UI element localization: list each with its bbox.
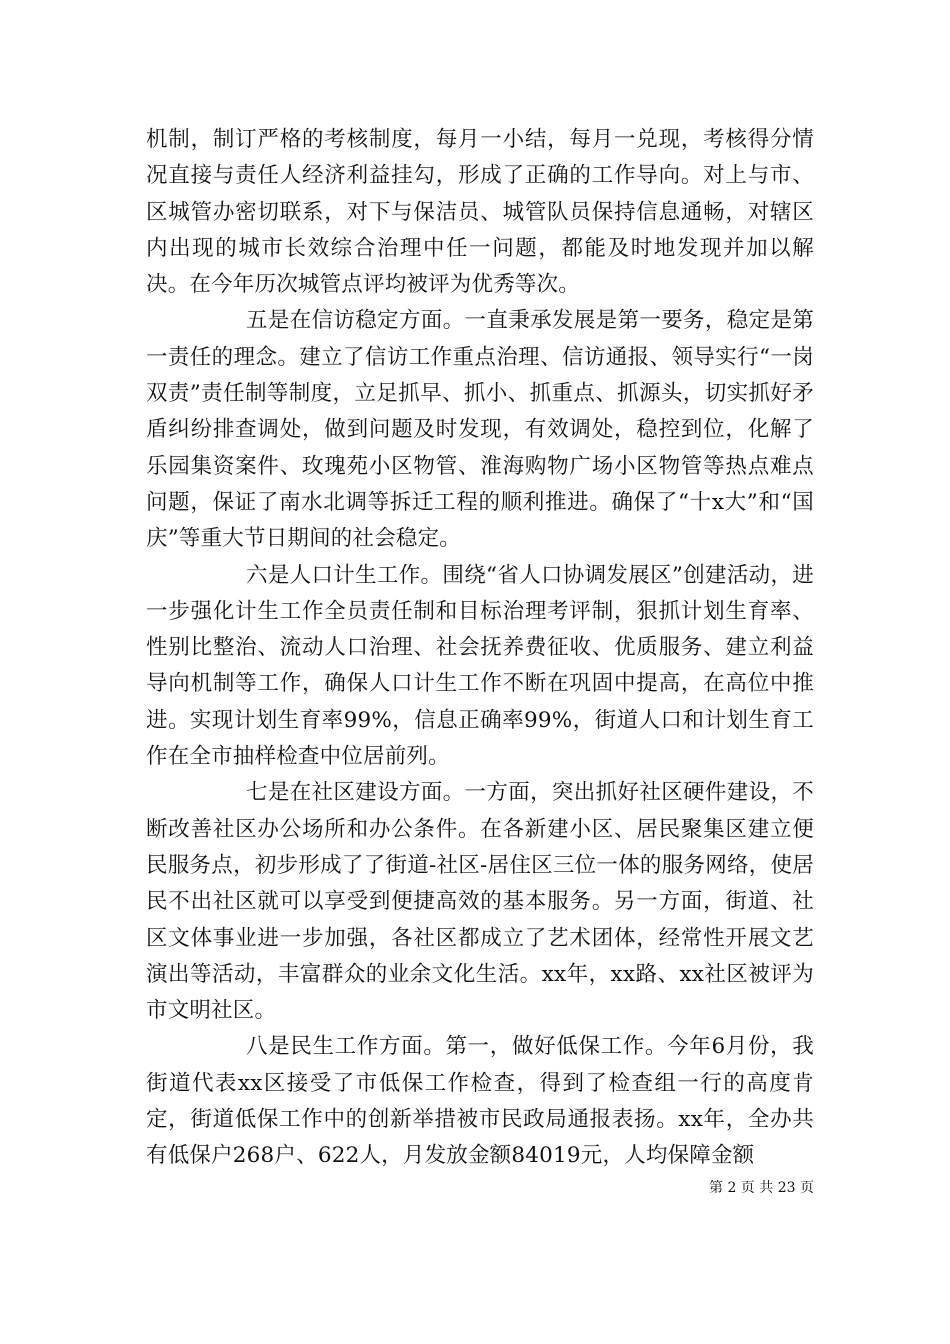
paragraph-2: 五是在信访稳定方面。一直秉承发展是第一要务，稳定是第一责任的理念。建立了信访工作重点治理、信访通报、领导实行“一岗双责”责任制等制度，立足抓早、抓小、抓重点、抓源头，切实抓好矛盾纠纷排查调处，做到问题及时发现，有效调处，稳控到位，化解了乐园集资案件、玫瑰苑小区物管、淮海购物广场小区物管等热点难点问题，保证了南水北调等拆迁工程的顺利推进。确保了“十x大”和“国庆”等重大节日期间的社会稳定。 — [146, 308, 814, 552]
paragraph-1: 机制，制订严格的考核制度，每月一小结，每月一兑现，考核得分情况直接与责任人经济利益挂勾，形成了正确的工作导向。对上与市、区城管办密切联系，对下与保洁员、城管队员保持信息通畅，对辖区内出现的城市长效综合治理中任一问题，都能及时地发现并加以解决。在今年历次城管点评均被评为优秀等次。 — [146, 127, 814, 298]
paragraph-4: 七是在社区建设方面。一方面，突出抓好社区硬件建设，不断改善社区办公场所和办公条件。在各新建小区、居民聚集区建立便民服务点，初步形成了了街道-社区-居住区三位一体的服务网络，使居民不出社区就可以享受到便捷高效的基本服务。另一方面，街道、社区文体事业进一步加强，各社区都成立了艺术团体，经常性开展文艺演出等活动，丰富群众的业余文化生活。xx年，xx路、xx社区被评为市文明社区。 — [146, 780, 814, 1024]
paragraph-5: 八是民生工作方面。第一，做好低保工作。今年6月份，我街道代表xx区接受了市低保工作检查，得到了检查组一行的高度肯定，街道低保工作中的创新举措被市民政局通报表扬。xx年，全办共有低保户268户、622人，月发放金额84019元，人均保障金额 — [146, 1034, 814, 1169]
page-number-footer: 第 2 页 共 23 页 — [709, 1180, 814, 1196]
document-body — [146, 122, 814, 1175]
paragraph-3: 六是人口计生工作。围绕“省人口协调发展区”创建活动，进一步强化计生工作全员责任制和目标治理考评制，狠抓计划生育率、性别比整治、流动人口治理、社会抚养费征收、优质服务、建立利益导向机制等工作，确保人口计生工作不断在巩固中提高，在高位中推进。实现计划生育率99%，信息正确率99%，街道人口和计划生育工作在全市抽样检查中位居前列。 — [146, 562, 814, 770]
